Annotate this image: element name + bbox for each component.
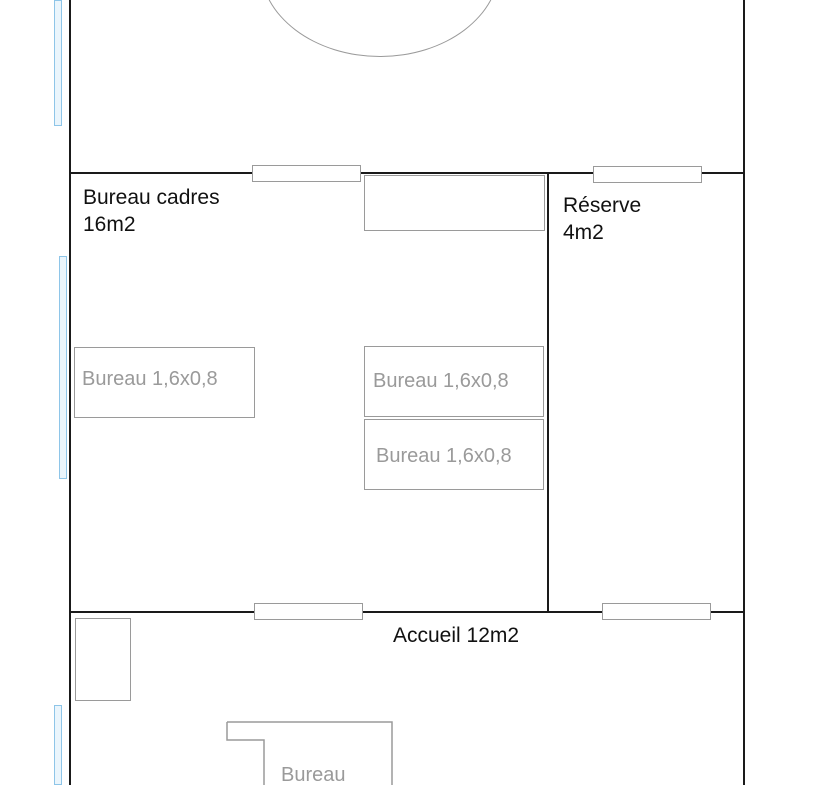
outer-wall-left [69,0,71,785]
desk-label: Bureau 1,6x0,8 [373,370,509,392]
round-table [260,0,500,57]
window-top [54,0,62,126]
desk-right-top [364,346,544,417]
door-bureau-cadres [252,165,361,182]
desk-left [74,347,255,418]
window-bottom [54,705,62,785]
door-accueil-left [254,603,363,620]
cabinet [364,175,545,231]
room-label-accueil: Accueil 12m2 [393,624,520,647]
outer-wall-right [743,0,745,785]
small-cabinet [75,618,131,701]
room-name: Bureau cadres [83,186,220,209]
wall-reserve-partition [547,173,549,612]
window-middle [59,256,67,479]
room-area: 4m2 [563,221,604,244]
room-name: Réserve [563,194,642,217]
reception-desk-label: Bureau [281,764,346,785]
door-accueil-right [602,603,711,620]
room-label-reserve [563,192,641,246]
room-label-bureau-cadres [83,184,220,238]
desk-label: Bureau 1,6x0,8 [376,445,512,467]
room-area: 16m2 [83,213,136,236]
desk-right-bottom [364,419,544,490]
desk-label: Bureau 1,6x0,8 [82,368,218,390]
door-reserve [593,166,702,183]
